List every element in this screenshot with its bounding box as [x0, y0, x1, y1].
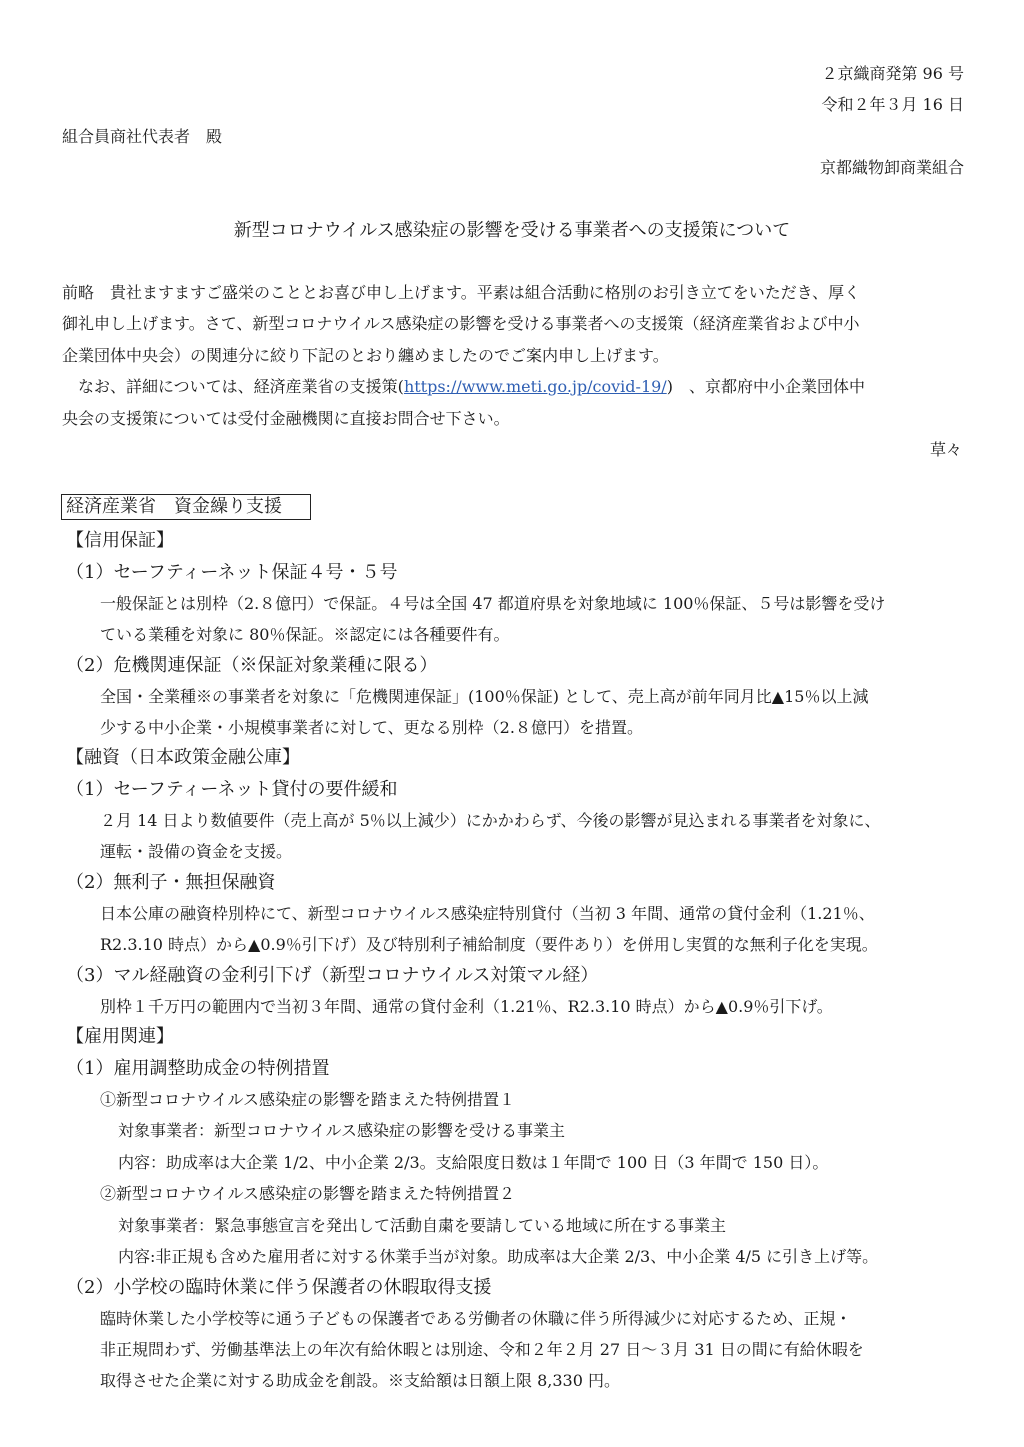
loan-item-2-line-1: 日本公庫の融資枠別枠にて、新型コロナウイルス感染症特別貸付（当初 3 年間、通常の貸付金利（1.21％、	[100, 904, 875, 923]
loan-item-3-line-1: 別枠１千万円の範囲内で当初３年間、通常の貸付金利（1.21％、R2.3.10 時点）から▲0.9％引下げ。	[100, 997, 833, 1016]
employment-item-2-line-2: 非正規問わず、労働基準法上の年次有給休暇とは別途、令和２年２月 27 日～３月 31 日の間に有給休暇を	[100, 1340, 864, 1359]
sender: 京都織物卸商業組合	[819, 158, 964, 177]
loan-item-1-line-1: ２月 14 日より数値要件（売上高が 5％以上減少）にかかわらず、今後の影響が見込まれる事業者を対象に、	[100, 811, 881, 830]
employment-heading: 【雇用関連】	[66, 1026, 174, 1047]
loan-item-1-title: （1）セーフティーネット貸付の要件緩和	[66, 779, 398, 800]
addressee: 組合員商社代表者 殿	[62, 127, 223, 146]
intro-line-1: 前略 貴社ますますご盛栄のこととお喜び申し上げます。平素は組合活動に格別のお引き立てをいただき、厚く	[62, 283, 861, 302]
credit-item-2-line-2: 少する中小企業・小規模事業者に対して、更なる別枠（2.８億円）を措置。	[100, 718, 643, 737]
loan-item-1-line-2: 運転・設備の資金を支援。	[100, 842, 293, 861]
document-title: 新型コロナウイルス感染症の影響を受ける事業者への支援策について	[233, 220, 791, 241]
loan-item-2-line-2: R2.3.10 時点）から▲0.9％引下げ）及び特別利子補給制度（要件あり）を併用し実質的な無利子化を実現。	[100, 935, 878, 954]
employment-item-2-line-3: 取得させた企業に対する助成金を創設。※支給額は日額上限 8,330 円。	[100, 1371, 620, 1390]
document-date: 令和２年３月 16 日	[821, 95, 964, 114]
intro-line-2: 御礼申し上げます。さて、新型コロナウイルス感染症の影響を受ける事業者への支援策（経済産業省および中小	[62, 314, 860, 333]
employment-sub-1-target: 対象事業者：新型コロナウイルス感染症の影響を受ける事業主	[118, 1121, 566, 1140]
loan-item-3-title: （3）マル経融資の金利引下げ（新型コロナウイルス対策マル経）	[66, 965, 599, 986]
employment-item-2-title: （2）小学校の臨時休業に伴う保護者の休暇取得支援	[66, 1277, 492, 1298]
employment-sub-2-content: 内容:非正規も含めた雇用者に対する休業手当が対象。助成率は大企業 2/3、中小企業 4/5 に引き上げ等。	[118, 1247, 879, 1266]
intro-line-4	[62, 377, 865, 397]
employment-sub-1-content: 内容：助成率は大企業 1/2、中小企業 2/3。支給限度日数は１年間で 100 日（3 年間で 150 日）。	[118, 1153, 829, 1172]
closing: 草々	[929, 440, 962, 459]
employment-item-1-title: （1）雇用調整助成金の特例措置	[66, 1058, 330, 1079]
loan-heading: 【融資（日本政策金融公庫】	[66, 747, 300, 768]
credit-item-2-line-1: 全国・全業種※の事業者を対象に「危機関連保証」(100％保証) として、売上高が前年同月比▲15％以上減	[100, 687, 869, 706]
document-number: ２京織商発第 96 号	[821, 64, 964, 83]
employment-sub-2-target: 対象事業者：緊急事態宣言を発出して活動自粛を要請している地域に所在する事業主	[118, 1216, 727, 1235]
meti-covid-link[interactable]: https://www.meti.go.jp/covid-19/	[403, 377, 667, 396]
credit-heading: 【信用保証】	[66, 530, 174, 551]
section-title-box: 経済産業省 資金繰り支援	[61, 494, 311, 520]
credit-item-1-line-1: 一般保証とは別枠（2.８億円）で保証。４号は全国 47 都道府県を対象地域に 100％保証、５号は影響を受け	[100, 594, 886, 613]
employment-sub-2-title: ②新型コロナウイルス感染症の影響を踏まえた特例措置２	[100, 1184, 516, 1203]
loan-item-2-title: （2）無利子・無担保融資	[66, 872, 276, 893]
credit-item-1-title: （1）セーフティーネット保証４号・５号	[66, 562, 398, 583]
intro-line-3: 企業団体中央会）の関連分に絞り下記のとおり纏めましたのでご案内申し上げます。	[62, 346, 669, 365]
employment-item-2-line-1: 臨時休業した小学校等に通う子どもの保護者である労働者の休職に伴う所得減少に対応するため、正規・	[100, 1309, 852, 1328]
intro-line-5: 央会の支援策については受付金融機関に直接お問合せ下さい。	[62, 409, 510, 428]
credit-item-2-title: （2）危機関連保証（※保証対象業種に限る）	[66, 655, 438, 676]
intro-line-4-post: ) 、京都府中小企業団体中	[666, 377, 865, 396]
employment-sub-1-title: ①新型コロナウイルス感染症の影響を踏まえた特例措置１	[100, 1090, 516, 1109]
credit-item-1-line-2: ている業種を対象に 80％保証。※認定には各種要件有。	[100, 625, 510, 644]
intro-line-4-pre: なお、詳細については、経済産業省の支援策(	[62, 377, 404, 396]
